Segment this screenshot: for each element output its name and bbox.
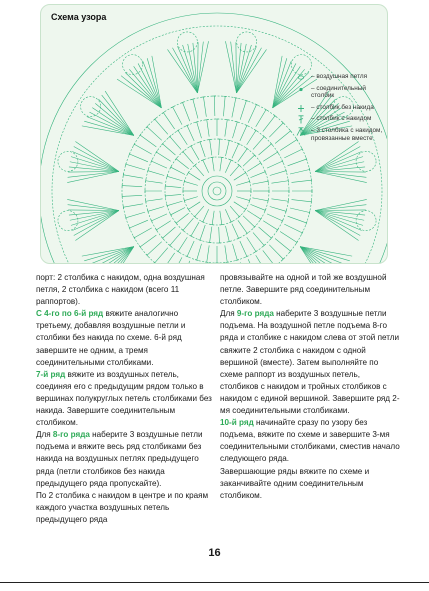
pattern-title: Схема узора (51, 12, 107, 22)
row-range-highlight: 10-й ряд (220, 418, 254, 428)
pattern-diagram-panel (40, 4, 388, 264)
paragraph (36, 490, 216, 526)
legend-item (295, 115, 387, 123)
legend-label: – столбик без накида (311, 103, 374, 111)
row-range-highlight: 9-го ряда (236, 309, 274, 319)
paragraph-text: Для (220, 309, 237, 319)
paragraph (36, 272, 216, 308)
legend-label: – столбик с накидом (311, 115, 372, 123)
paragraph (36, 429, 216, 489)
paragraph-text: провязывайте на одной и той же воздушной петле. Завершите ряд соединительным столбиком. (220, 273, 387, 307)
row-range-highlight: 8-го ряда (52, 430, 90, 440)
paragraph (220, 417, 400, 465)
legend-label: – 3 столбика с накидом, провязанные вместе (311, 126, 383, 142)
row-range-highlight: С 4-го по 6-й ряд (36, 309, 104, 319)
page-number: 16 (208, 547, 221, 559)
paragraph-text: порт: 2 столбика с накидом, одна воздушная петля, 2 столбика с накидом (всего 11 раппортов). (36, 273, 205, 307)
bottom-rule (0, 582, 429, 583)
paragraph (220, 272, 400, 308)
legend-item (295, 85, 387, 100)
legend-label: – воздушная петля (311, 73, 368, 80)
paragraph-text: По 2 столбика с накидом в центре и по краям каждого участка воздушных петель предыдущего ряда (36, 490, 209, 524)
legend-item (295, 104, 387, 112)
paragraph (36, 369, 216, 429)
paragraph-text: наберите 3 воздушные петли подъема. На воздушной петле подъема 8-го ряда и столбике с накидом слева от этой петли свяжите 2 столбика с накидом с одной вершиной (вместе). Затем выполняйте по схеме раппорт из воздушных петель, столбиков с накидом и тройных столбиков с накидом с единой вершиной. Завершите ряд 2-мя соединительными столбиками. (220, 309, 400, 416)
paragraph-text: начинайте сразу по узору без подъема, вяжите по схеме и завершите 3-мя соединительными столбиками, сместив начало следующего ряда. (220, 418, 400, 464)
text-column-right (220, 272, 400, 502)
paragraph-text: вяжите из воздушных петель, соединяя его с предыдущим рядом только в вершинах полукруглых петель столбиками без накида. Завершите соединительным столбиком. (36, 369, 212, 428)
row-range-highlight: 7-й ряд (36, 369, 66, 379)
legend-label: – соединительный столбик (311, 84, 366, 100)
legend-item (295, 127, 387, 142)
legend-item (295, 73, 387, 81)
text-column-left (36, 272, 216, 526)
paragraph-text: наберите 3 воздушные петли подъема и вяжите весь ряд столбиками без накида на воздушных петлях предыдущего ряда (петли столбиков без накида предыдущего ряда пропускайте). (36, 430, 203, 488)
paragraph-text: Завершающие ряды вяжите по схеме и заканчивайте одним соединительным столбиком. (220, 466, 370, 500)
paragraph-text: вяжите аналогично третьему, добавляя воздушные петли и столбики без накида по схеме. 6-й ряд завершите не одним, а тремя соединительными столбиками. (36, 309, 186, 367)
paragraph (36, 308, 216, 368)
paragraph (220, 308, 400, 417)
paragraph (220, 466, 400, 502)
legend (295, 73, 387, 146)
paragraph-text: Для (36, 430, 53, 440)
